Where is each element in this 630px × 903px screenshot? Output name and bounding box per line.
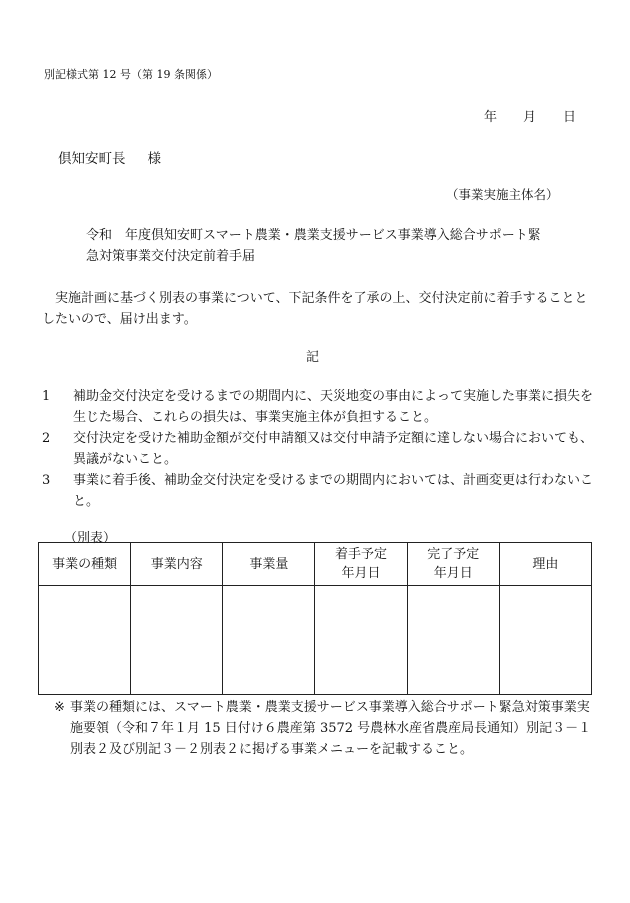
date-year-label: 年 xyxy=(484,110,498,125)
annex-header-row xyxy=(39,543,592,586)
addressee xyxy=(58,147,161,167)
title-line-2: 急対策事業交付決定前着手届 xyxy=(86,249,256,264)
column-header-completion-date: 完了予定 年月日 xyxy=(407,543,499,586)
condition-number: 2 xyxy=(42,431,51,446)
blank-cell-project-type[interactable] xyxy=(39,586,131,695)
column-header-project-content: 事業内容 xyxy=(131,543,223,586)
footnote-text: 事業の種類には、スマート農業・農業支援サービス事業導入総合サポート緊急対策事業実施要領（令和７年１月 15 日付け６農産第 3572 号農林水産省農産局長通知）別記３－１別表２及び別記３－２別表２に掲げる事業メニューを記載すること。 xyxy=(70,700,592,757)
blank-cell-completion-date[interactable] xyxy=(407,586,499,695)
footnote-mark: ※ xyxy=(54,700,65,715)
form-number: 別記様式第 12 号（第 19 条関係） xyxy=(44,68,218,81)
column-header-start-date: 着手予定 年月日 xyxy=(315,543,407,586)
condition-item xyxy=(42,386,598,428)
condition-item xyxy=(42,428,598,470)
footnote xyxy=(54,697,596,760)
title-line-1: 令和 年度倶知安町スマート農業・農業支援サービス事業導入総合サポート緊 xyxy=(86,228,541,243)
column-header-reason: 理由 xyxy=(499,543,591,586)
body-text: 実施計画に基づく別表の事業について、下記条件を了承の上、交付決定前に着手することとしたいので、届け出ます。 xyxy=(42,291,588,327)
condition-number: 1 xyxy=(42,389,51,404)
condition-item xyxy=(42,470,598,512)
condition-text: 交付決定を受けた補助金額が交付申請額又は交付申請予定額に達しない場合においても、異議がないこと。 xyxy=(73,431,594,467)
condition-text: 補助金交付決定を受けるまでの期間内に、天災地変の事由によって実施した事業に損失を生じた場合、これらの損失は、事業実施主体が負担すること。 xyxy=(73,389,594,425)
blank-cell-reason[interactable] xyxy=(499,586,591,695)
annex-caption: （別表） xyxy=(64,531,117,546)
column-header-project-volume: 事業量 xyxy=(223,543,315,586)
addressee-honorific: 様 xyxy=(147,151,161,167)
document-title xyxy=(86,225,541,267)
conditions-list xyxy=(42,386,598,512)
date-month-label: 月 xyxy=(523,110,537,125)
column-header-project-type: 事業の種類 xyxy=(39,543,131,586)
addressee-name: 倶知安町長 xyxy=(58,151,126,167)
blank-cell-project-volume[interactable] xyxy=(223,586,315,695)
applicant-label: （事業実施主体名） xyxy=(446,187,559,202)
condition-text: 事業に着手後、補助金交付決定を受けるまでの期間内においては、計画変更は行わないこと。 xyxy=(73,473,594,509)
annex-table xyxy=(38,542,592,695)
blank-cell-project-content[interactable] xyxy=(131,586,223,695)
blank-cell-start-date[interactable] xyxy=(315,586,407,695)
annex-blank-row xyxy=(39,586,592,695)
date-day-label: 日 xyxy=(563,110,577,125)
condition-number: 3 xyxy=(42,473,51,488)
ki-heading: 記 xyxy=(306,350,320,365)
